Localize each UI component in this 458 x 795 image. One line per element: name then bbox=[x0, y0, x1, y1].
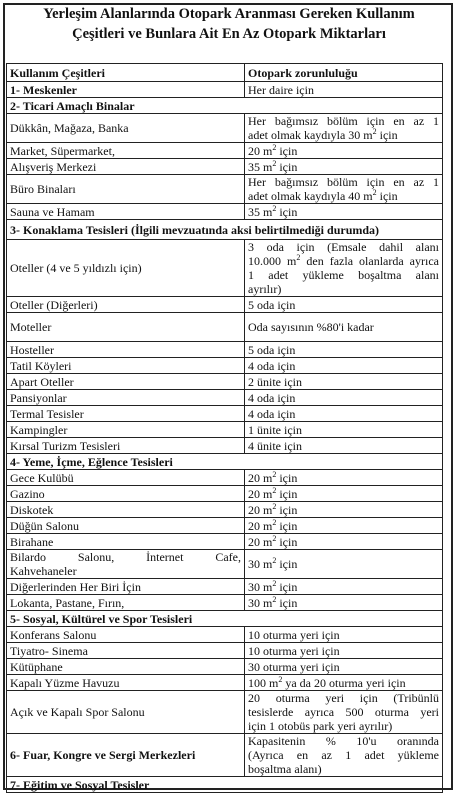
requirement-value: 10 oturma yeri için bbox=[245, 643, 443, 659]
table-row bbox=[7, 390, 443, 406]
requirement-value: 20 $m^2$ için bbox=[245, 470, 443, 486]
usage-name: Birahane bbox=[7, 534, 245, 550]
table-row bbox=[7, 502, 443, 518]
requirement-value: 100 $m^2$ ya da 20 oturma yeri için bbox=[245, 675, 443, 691]
requirement-value: 35 $m^2$ için bbox=[245, 204, 443, 220]
requirement-value: 1 ünite için bbox=[245, 422, 443, 438]
requirement-value: 20 oturma yeri için (Tribünlü tesislerde ayrıca 500 oturma yeri için 1 otobüs park yeri ayrılır) bbox=[245, 691, 443, 734]
table-row bbox=[7, 240, 443, 297]
usage-name: Termal Tesisler bbox=[7, 406, 245, 422]
usage-name: Açık ve Kapalı Spor Salonu bbox=[7, 691, 245, 734]
requirement-value: 10 oturma yeri için bbox=[245, 627, 443, 643]
header-usage-types: Kullanım Çeşitleri bbox=[7, 64, 245, 82]
table-row bbox=[7, 204, 443, 220]
table-row bbox=[7, 579, 443, 595]
usage-name: Gazino bbox=[7, 486, 245, 502]
section-title: 2- Ticari Amaçlı Binalar bbox=[7, 98, 443, 114]
requirement-value: 30 $m^2$ için bbox=[245, 550, 443, 579]
table-row bbox=[7, 406, 443, 422]
requirement-value: 20 $m^2$ için bbox=[245, 502, 443, 518]
table-row bbox=[7, 643, 443, 659]
usage-name: Büro Binaları bbox=[7, 175, 245, 204]
table-row bbox=[7, 297, 443, 313]
requirement-value: 20 $m^2$ için bbox=[245, 486, 443, 502]
requirement-value: 20 $m^2$ için bbox=[245, 518, 443, 534]
requirement-value: 5 oda için bbox=[245, 342, 443, 358]
table-row bbox=[7, 313, 443, 342]
requirement-value: 4 ünite için bbox=[245, 438, 443, 454]
requirement-value: 20 $m^2$ için bbox=[245, 534, 443, 550]
usage-name: Pansiyonlar bbox=[7, 390, 245, 406]
requirement-value: 30 $m^2$ için bbox=[245, 579, 443, 595]
usage-name: Alışveriş Merkezi bbox=[7, 159, 245, 175]
section-title: 4- Yeme, İçme, Eğlence Tesisleri bbox=[7, 454, 443, 470]
usage-name: Kapalı Yüzme Havuzu bbox=[7, 675, 245, 691]
requirement-value: Kapasitenin % 10'u oranında (Ayrıca en az 1 adet yükleme boşaltma alanı) bbox=[245, 734, 443, 777]
requirement-value: 4 oda için bbox=[245, 358, 443, 374]
table-row bbox=[7, 486, 443, 502]
requirement-value: Oda sayısının %80'i kadar bbox=[245, 313, 443, 342]
requirement-value: Her bağımsız bölüm için en az 1 adet olmak kaydıyla 40 $m^2$ için bbox=[245, 175, 443, 204]
header-parking-requirement: Otopark zorunluluğu bbox=[245, 64, 443, 82]
table-row bbox=[7, 159, 443, 175]
section-title: 6- Fuar, Kongre ve Sergi Merkezleri bbox=[7, 734, 245, 777]
section-row bbox=[7, 454, 443, 470]
table-row bbox=[7, 470, 443, 486]
requirement-value: 4 oda için bbox=[245, 406, 443, 422]
table-row bbox=[7, 358, 443, 374]
usage-name: Apart Oteller bbox=[7, 374, 245, 390]
usage-name: Kırsal Turizm Tesisleri bbox=[7, 438, 245, 454]
section-title: 1- Meskenler bbox=[7, 82, 245, 98]
usage-name: Hosteller bbox=[7, 342, 245, 358]
requirement-value: Her bağımsız bölüm için en az 1 adet olmak kaydıyla 30 $m^2$ için bbox=[245, 114, 443, 143]
table-row bbox=[7, 438, 443, 454]
table-row bbox=[7, 175, 443, 204]
section-title: 5- Sosyal, Kültürel ve Spor Tesisleri bbox=[7, 611, 443, 627]
usage-name: Diskotek bbox=[7, 502, 245, 518]
usage-name: Sauna ve Hamam bbox=[7, 204, 245, 220]
requirement-value: 30 $m^2$ için bbox=[245, 595, 443, 611]
table-row bbox=[7, 518, 443, 534]
section-title: 7- Eğitim ve Sosyal Tesisler bbox=[7, 777, 443, 793]
usage-name: Kütüphane bbox=[7, 659, 245, 675]
table-row bbox=[7, 627, 443, 643]
usage-name: Lokanta, Pastane, Fırın, bbox=[7, 595, 245, 611]
requirement-value: 5 oda için bbox=[245, 297, 443, 313]
requirement-value: 3 oda için (Emsale dahil alanı 10.000 $m^2$ den fazla olanlarda ayrıca 1 adet yükleme boşaltma alanı ayrılır) bbox=[245, 240, 443, 297]
document-title bbox=[0, 4, 458, 44]
section-title: 3- Konaklama Tesisleri (İlgili mevzuatında aksi belirtilmediği durumda) bbox=[7, 220, 443, 240]
requirement-value: 20 $m^2$ için bbox=[245, 143, 443, 159]
table-row bbox=[7, 550, 443, 579]
table-row bbox=[7, 595, 443, 611]
table-row bbox=[7, 374, 443, 390]
section-row bbox=[7, 82, 443, 98]
usage-name: Gece Kulübü bbox=[7, 470, 245, 486]
table-row bbox=[7, 691, 443, 734]
requirement-value: 4 oda için bbox=[245, 390, 443, 406]
table-row bbox=[7, 114, 443, 143]
section-row bbox=[7, 611, 443, 627]
table-row bbox=[7, 143, 443, 159]
title-line-2: Çeşitleri ve Bunlara Ait En Az Otopark Miktarları bbox=[72, 26, 386, 42]
usage-name: Konferans Salonu bbox=[7, 627, 245, 643]
table-row bbox=[7, 659, 443, 675]
requirement-value: 35 $m^2$ için bbox=[245, 159, 443, 175]
usage-name: Kampingler bbox=[7, 422, 245, 438]
usage-name: Tatil Köyleri bbox=[7, 358, 245, 374]
usage-name: Market, Süpermarket, bbox=[7, 143, 245, 159]
usage-name: Düğün Salonu bbox=[7, 518, 245, 534]
section-row bbox=[7, 220, 443, 240]
table-header-row bbox=[7, 64, 443, 82]
section-row bbox=[7, 777, 443, 793]
requirement-value: 30 oturma yeri için bbox=[245, 659, 443, 675]
title-line-1: Yerleşim Alanlarında Otopark Aranması Gereken Kullanım bbox=[43, 6, 415, 22]
usage-name: Oteller (4 ve 5 yıldızlı için) bbox=[7, 240, 245, 297]
usage-name: Tiyatro- Sinema bbox=[7, 643, 245, 659]
table-row bbox=[7, 422, 443, 438]
usage-name: Diğerlerinden Her Biri İçin bbox=[7, 579, 245, 595]
table-row bbox=[7, 675, 443, 691]
usage-name: Dükkân, Mağaza, Banka bbox=[7, 114, 245, 143]
parking-requirements-table bbox=[6, 63, 443, 793]
usage-name: Moteller bbox=[7, 313, 245, 342]
usage-name: Oteller (Diğerleri) bbox=[7, 297, 245, 313]
usage-name: Bilardo Salonu, İnternet Cafe, Kahvehaneler bbox=[7, 550, 245, 579]
requirement-value: 2 ünite için bbox=[245, 374, 443, 390]
table-row bbox=[7, 342, 443, 358]
section-row bbox=[7, 98, 443, 114]
section-row bbox=[7, 734, 443, 777]
section-value: Her daire için bbox=[245, 82, 443, 98]
table-row bbox=[7, 534, 443, 550]
